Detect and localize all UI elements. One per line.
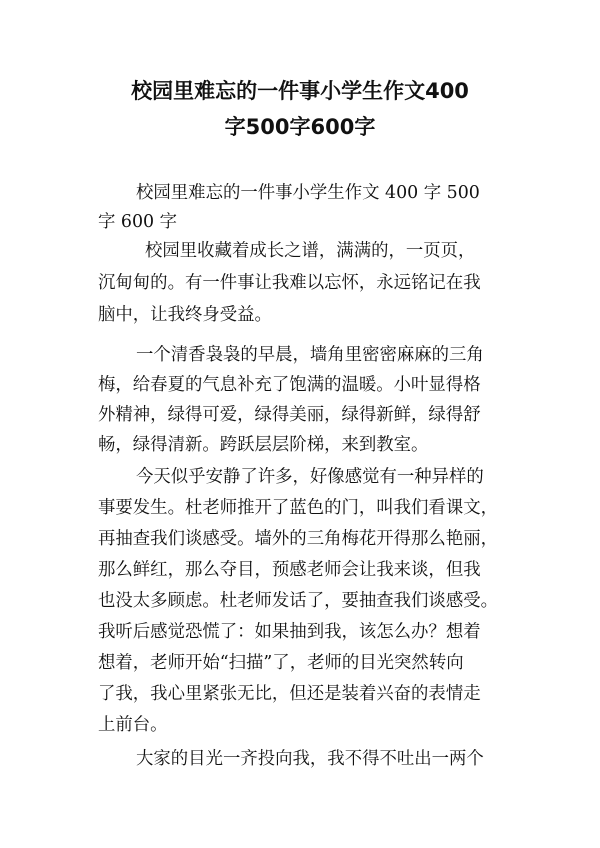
paragraph-line: 校园里收藏着成长之谱，满满的，一页页，: [145, 241, 476, 261]
paragraph-line: 沉甸甸的。有一件事让我难以忘怀，永远铭记在我: [98, 273, 481, 293]
paragraph-line: 一个清香袅袅的早晨，墙角里密密麻麻的三角: [136, 345, 484, 365]
paragraph-line: 再抽查我们谈感受。墙外的三角梅花开得那么艳丽，: [98, 529, 498, 549]
document-title-line-1: 校园里难忘的一件事小学生作文400: [131, 79, 469, 103]
paragraph-line: 我听后感觉恐慌了：如果抽到我，该怎么办？想着: [98, 622, 481, 642]
paragraph-line: 想着，老师开始“扫描”了，老师的目光突然转向: [98, 653, 464, 673]
paragraph-line: 外精神，绿得可爱，绿得美丽，绿得新鲜，绿得舒: [98, 405, 481, 425]
paragraph-line: 上前台。: [98, 715, 168, 735]
paragraph-line: 字 600 字: [98, 212, 178, 232]
paragraph-line: 事要发生。杜老师推开了蓝色的门，叫我们看课文，: [98, 498, 498, 518]
paragraph-line: 梅，给春夏的气息补充了饱满的温暖。小叶显得格: [98, 375, 481, 395]
paragraph-line: 了我，我心里紧张无比，但还是装着兴奋的表情走: [98, 684, 481, 704]
paragraph-line: 脑中，让我终身受益。: [98, 305, 272, 325]
paragraph-line: 大家的目光一齐投向我，我不得不吐出一两个: [136, 749, 484, 769]
paragraph-line: 校园里难忘的一件事小学生作文 400 字 500: [136, 183, 480, 203]
paragraph-line: 也没太多顾虑。杜老师发话了，要抽查我们谈感受。: [98, 591, 498, 611]
document-title-line-2: 字500字600字: [224, 115, 376, 139]
paragraph-line: 畅，绿得清新。跨跃层层阶梯，来到教室。: [98, 435, 429, 455]
paragraph-line: 那么鲜红，那么夺目，预感老师会让我来谈，但我: [98, 560, 481, 580]
paragraph-line: 今天似乎安静了许多，好像感觉有一种异样的: [136, 467, 484, 487]
